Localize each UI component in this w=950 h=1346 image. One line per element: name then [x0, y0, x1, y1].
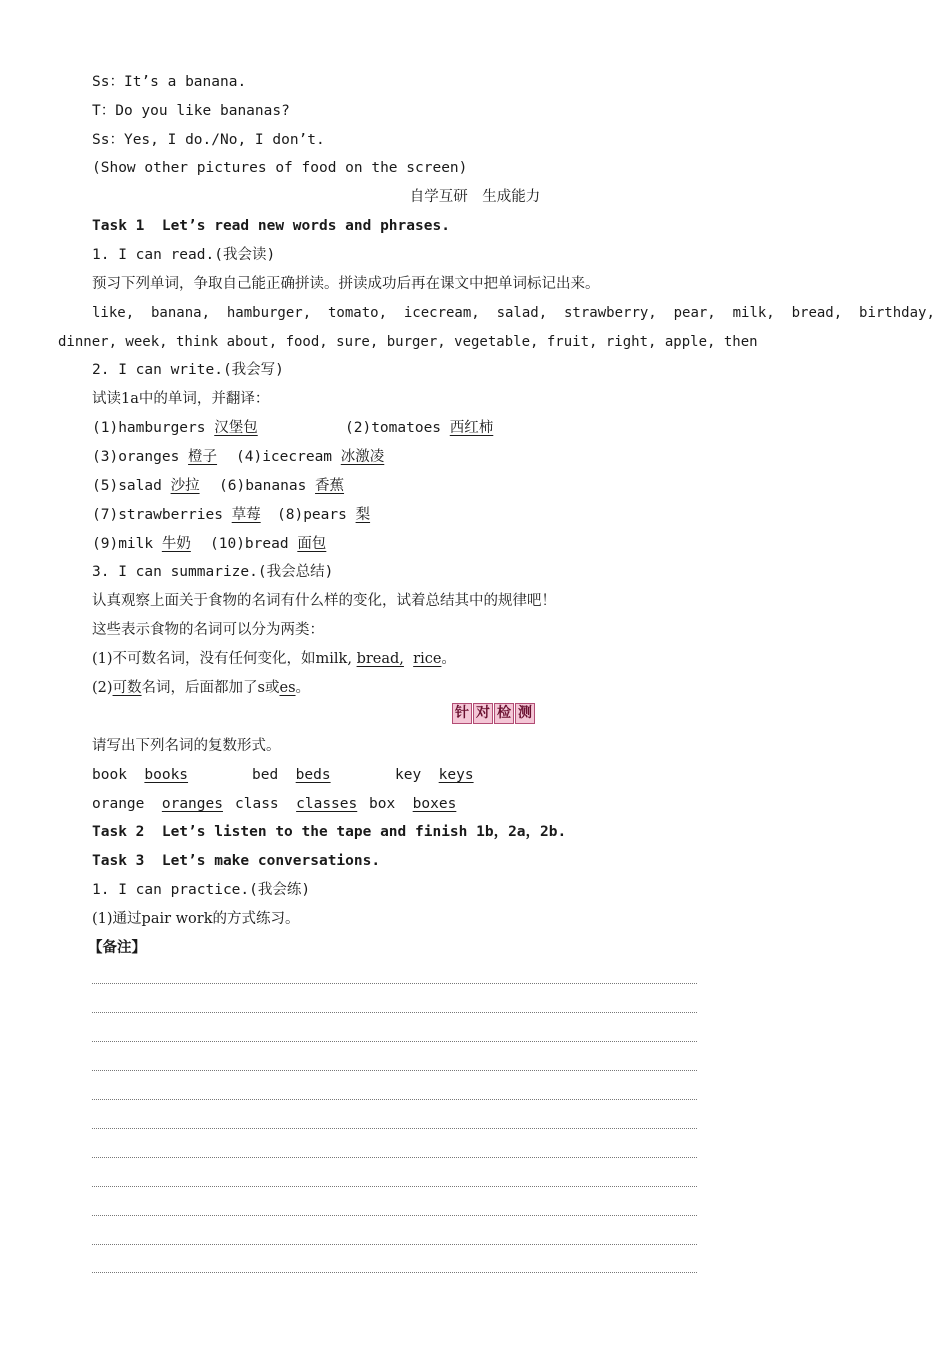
note-line	[92, 1012, 697, 1013]
plural-pair	[92, 794, 223, 814]
translation-row	[345, 418, 493, 438]
countable-index: (2)	[92, 680, 113, 696]
answer-es: es	[279, 680, 296, 696]
plural-pair	[235, 794, 357, 814]
note-line	[92, 983, 697, 984]
notes-heading: 【备注】	[88, 939, 146, 956]
translation-row	[236, 447, 384, 467]
note-line	[92, 1070, 697, 1071]
plural-word: orange	[92, 796, 145, 812]
plural-word: class	[235, 796, 279, 812]
translation-question: (6)bananas	[219, 478, 307, 494]
translation-answer: 橙子	[188, 449, 218, 465]
translation-answer: 香蕉	[315, 478, 345, 494]
note-line	[92, 1041, 697, 1042]
translation-answer: 汉堡包	[214, 420, 258, 436]
summarize-heading: 3. I can summarize.(我会总结)	[92, 564, 334, 580]
translation-question: (10)bread	[210, 536, 289, 552]
translation-row	[219, 476, 344, 496]
translation-row	[92, 476, 200, 496]
uncountable-rule	[92, 649, 456, 669]
translation-answer: 牛奶	[161, 536, 191, 552]
countable-text: 名词，后面都加了s或	[141, 680, 280, 696]
translation-question: (5)salad	[92, 478, 162, 494]
translation-answer: 西红柿	[449, 420, 494, 436]
task3-heading: Task 3 Let’s make conversations.	[92, 853, 381, 869]
note-line	[92, 1244, 697, 1245]
summarize-instructions: 认真观察上面关于食物的名词有什么样的变化，试着总结其中的规律吧！	[92, 593, 556, 609]
note-line	[92, 1272, 697, 1273]
answer-countable: 可数	[112, 680, 142, 696]
translation-row	[210, 534, 326, 554]
note-line	[92, 1099, 697, 1100]
note-line	[92, 1186, 697, 1187]
plural-answer: keys	[438, 767, 474, 783]
translation-answer: 面包	[297, 536, 327, 552]
translation-question: (9)milk	[92, 536, 154, 552]
translation-question: (7)strawberries	[92, 507, 223, 523]
word-list-line-1: like, banana, hamburger, tomato, icecream, salad, strawberry, pear, milk, bread, birthday,	[92, 305, 935, 321]
read-instructions: 预习下列单词，争取自己能正确拼读。拼读成功后再在课文中把单词标记出来。	[92, 276, 600, 292]
translation-row	[92, 418, 258, 438]
plural-word: book	[92, 767, 127, 783]
translation-question: (3)oranges	[92, 449, 180, 465]
plural-instructions: 请写出下列名词的复数形式。	[92, 738, 281, 754]
plural-answer: oranges	[161, 796, 223, 812]
note-line	[92, 1157, 697, 1158]
translation-question: (8)pears	[277, 507, 347, 523]
read-heading: 1. I can read.(我会读)	[92, 247, 276, 263]
countable-rule	[92, 678, 310, 698]
badge-char: 针	[452, 703, 472, 724]
dialogue-line-4: (Show other pictures of food on the screen)	[92, 160, 468, 176]
dialogue-line-1: Ss：It’s a banana.	[92, 74, 247, 90]
answer-bread: bread,	[356, 651, 404, 667]
task2-heading: Task 2 Let’s listen to the tape and finish 1b，2a，2b.	[92, 824, 567, 840]
translation-row	[277, 505, 370, 525]
translation-answer: 沙拉	[170, 478, 200, 494]
plural-word: key	[395, 767, 422, 783]
badge-char: 检	[494, 703, 514, 724]
plural-word: bed	[252, 767, 279, 783]
period: 。	[441, 651, 456, 667]
write-instructions: 试读1a中的单词，并翻译：	[92, 391, 270, 407]
translation-question: (1)hamburgers	[92, 420, 206, 436]
word-list-line-2: dinner, week, think about, food, sure, burger, vegetable, fruit, right, apple, then	[58, 334, 758, 350]
dialogue-line-2: T：Do you like bananas?	[92, 103, 290, 119]
badge-char: 对	[473, 703, 493, 724]
plural-pair	[92, 765, 188, 785]
plural-word: box	[369, 796, 396, 812]
translation-answer: 草莓	[231, 507, 261, 523]
practice-heading: 1. I can practice.(我会练)	[92, 882, 311, 898]
plural-pair	[395, 765, 474, 785]
answer-rice: rice	[413, 651, 442, 667]
plural-answer: boxes	[412, 796, 457, 812]
task1-heading: Task 1 Let’s read new words and phrases.	[92, 218, 450, 234]
targeted-test-badge	[452, 703, 535, 724]
translation-question: (4)icecream	[236, 449, 333, 465]
summarize-categories: 这些表示食物的名词可以分为两类：	[92, 622, 324, 638]
practice-instructions: (1)通过pair work的方式练习。	[92, 911, 300, 927]
dialogue-line-3: Ss：Yes, I do./No, I don’t.	[92, 132, 325, 148]
plural-pair	[252, 765, 331, 785]
write-heading: 2. I can write.(我会写)	[92, 362, 284, 378]
section-heading: 自学互研 生成能力	[409, 189, 541, 205]
translation-row	[92, 447, 217, 467]
note-line	[92, 1215, 697, 1216]
plural-answer: beds	[295, 767, 331, 783]
translation-answer: 冰激凌	[340, 449, 385, 465]
uncountable-text: (1)不可数名词，没有任何变化，如milk,	[92, 651, 357, 667]
badge-char: 测	[515, 703, 535, 724]
translation-row	[92, 505, 261, 525]
plural-pair	[369, 794, 456, 814]
plural-answer: books	[144, 767, 189, 783]
translation-row	[92, 534, 191, 554]
plural-answer: classes	[296, 796, 358, 812]
translation-answer: 梨	[355, 507, 371, 523]
translation-question: (2)tomatoes	[345, 420, 442, 436]
note-line	[92, 1128, 697, 1129]
period: 。	[295, 680, 311, 696]
